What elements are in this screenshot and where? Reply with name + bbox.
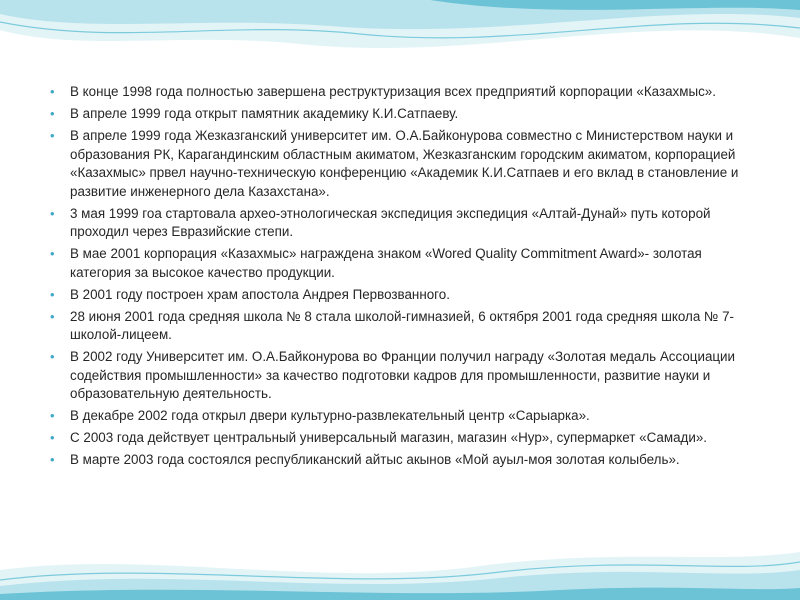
bullet-icon: • — [50, 84, 55, 99]
list-item — [48, 429, 760, 448]
bullet-icon: • — [50, 430, 55, 445]
bullet-icon: • — [50, 349, 55, 364]
bullet-icon: • — [50, 128, 55, 143]
list-item — [48, 127, 760, 201]
list-item-text: В апреле 1999 года Жезказганский университет им. О.А.Байконурова совместно с Министерством науки и образования РК, Карагандинским областным акиматом, Жезказганским городским акиматом, корпорацией «Казахмыс» првел научно-техническую конференцию «Академик К.И.Сатпаев и его вклад в становление и развитие инженерного дела Казахстана». — [70, 128, 739, 199]
list-item — [48, 105, 760, 124]
bullet-icon: • — [50, 286, 55, 302]
list-item — [48, 286, 760, 305]
list-item — [48, 205, 760, 242]
list-item-text: В мае 2001 корпорация «Казахмыс» награждена знаком «Wored Quality Commitment Award»- золотая категория за высокое качество продукции. — [70, 246, 702, 280]
bullet-icon: • — [50, 308, 55, 324]
bullet-icon: • — [50, 452, 55, 467]
list-item — [48, 83, 760, 102]
list-item-text: В 2001 году построен храм апостола Андрея Первозванного. — [70, 286, 450, 302]
text-content — [48, 83, 760, 473]
list-item-text: В конце 1998 года полностью завершена реструктуризация всех предприятий корпорации «Казахмыс». — [70, 84, 716, 99]
bullet-icon: • — [50, 246, 55, 261]
list-item-text: В 2002 году Университет им. О.А.Байконурова во Франции получил награду «Золотая медаль Ассоциации содействия промышленности» за качество подготовки кадров для промышленности, развитие науки и образовательную деятельность. — [70, 349, 736, 401]
list-item — [48, 308, 760, 345]
list-item — [48, 245, 760, 282]
list-item-text: В апреле 1999 года открыт памятник академику К.И.Сатпаеву. — [70, 106, 459, 121]
bullet-icon: • — [50, 106, 55, 121]
bottom-wave-decoration — [0, 530, 800, 600]
list-item-text: В декабре 2002 года открыл двери культурно-развлекательный центр «Сарыарка». — [70, 408, 590, 423]
top-wave-decoration — [0, 0, 800, 90]
list-item-text: 3 мая 1999 гоа стартовала архео-этнологическая экспедиция экспедиция «Алтай-Дунай» путь которой проходил через Евразийские степи. — [70, 205, 711, 239]
list-item-text: 28 июня 2001 года средняя школа № 8 стала школой-гимназией, 6 октября 2001 года средняя школа № 7-школой-лицеем. — [70, 308, 734, 342]
list-item — [48, 407, 760, 426]
bullet-icon: • — [50, 205, 55, 221]
bullet-list — [48, 83, 760, 470]
list-item — [48, 348, 760, 404]
list-item-text: В марте 2003 года состоялся республиканский айтыс акынов «Мой ауыл-моя золотая колыбель». — [70, 452, 680, 467]
list-item-text: С 2003 года действует центральный универсальный магазин, магазин «Нур», супермаркет «Самади». — [70, 430, 707, 445]
list-item — [48, 451, 760, 470]
bullet-icon: • — [50, 408, 55, 423]
